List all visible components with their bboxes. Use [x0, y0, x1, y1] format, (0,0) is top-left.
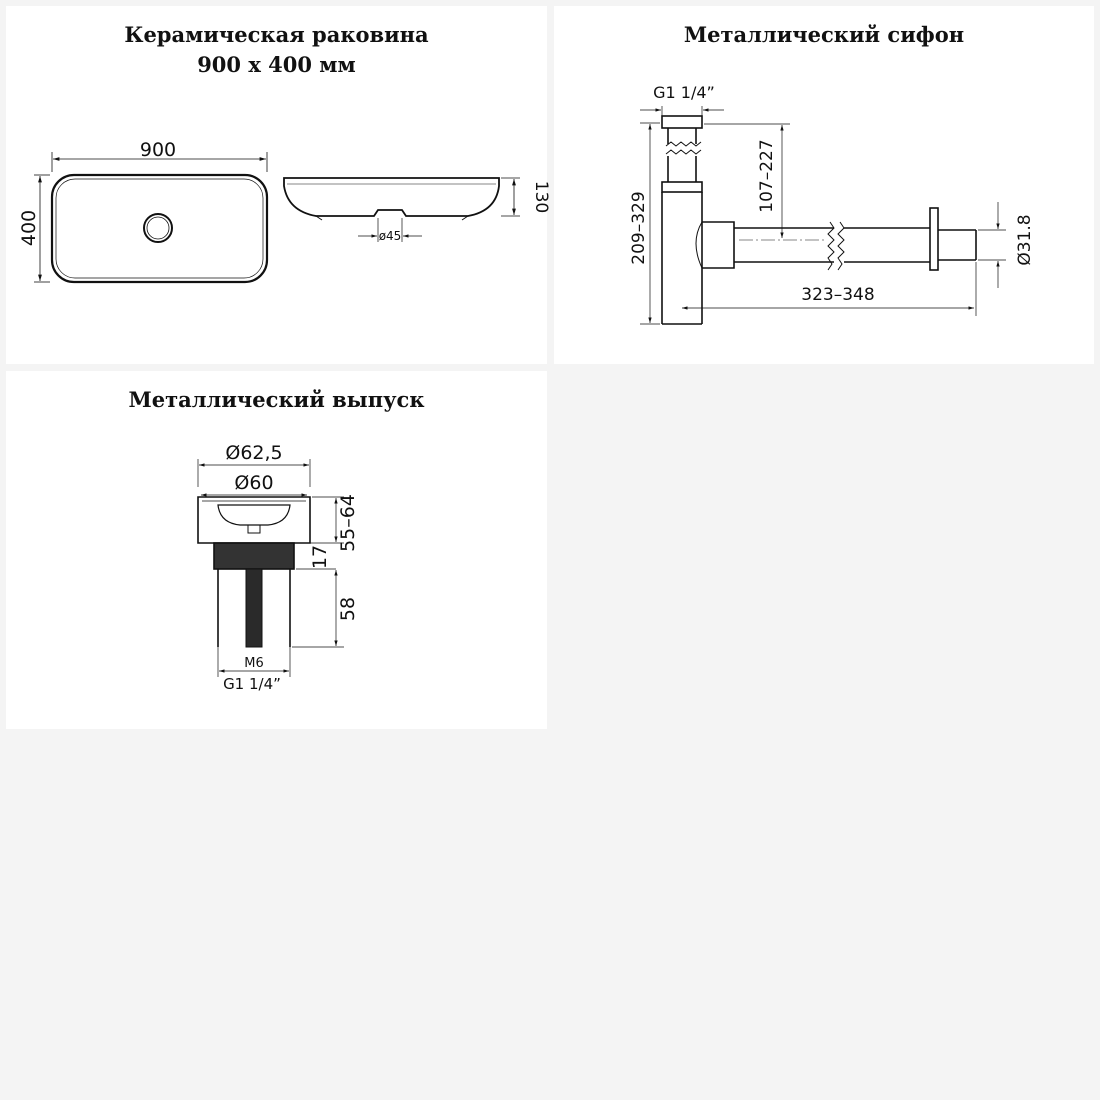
- siphon-drawing: [554, 6, 1094, 364]
- dim-length: 323–348: [801, 285, 875, 305]
- drain-drawing: [6, 371, 547, 729]
- drain-panel: [6, 371, 547, 729]
- drain-hole: [144, 214, 172, 242]
- dim-body-height: 58: [337, 596, 359, 622]
- drain-body: [198, 497, 310, 647]
- dim-thread: G1 1/4”: [653, 83, 715, 102]
- dim-width: 900: [139, 139, 177, 161]
- dim-drain: ø45: [378, 229, 402, 243]
- dim-outlet-height: 107–227: [757, 139, 777, 213]
- sink-top-view: [52, 175, 267, 282]
- dim-thread: G1 1/4”: [223, 675, 281, 693]
- siphon-title: Металлический сифон: [683, 22, 965, 47]
- sink-subtitle: 900 x 400 мм: [197, 52, 356, 77]
- dim-screw: M6: [244, 656, 264, 671]
- dim-depth: 400: [18, 209, 40, 247]
- siphon-panel: [554, 6, 1094, 364]
- sink-panel: [6, 6, 551, 364]
- dim-pipe-diameter: Ø31.8: [1015, 214, 1035, 266]
- dim-adjust-height: 55–64: [337, 494, 359, 552]
- dim-inner-diameter: Ø60: [234, 472, 274, 494]
- siphon-outlet-pipe: [734, 208, 976, 270]
- sink-drawing: [6, 6, 551, 364]
- sink-title: Керамическая раковина: [124, 22, 429, 47]
- dim-thread-height: 17: [309, 544, 331, 570]
- dim-total-height: 209–329: [629, 191, 649, 265]
- dim-height: 130: [531, 180, 551, 214]
- siphon-body: [662, 116, 734, 324]
- dim-outer-diameter: Ø62,5: [225, 442, 283, 464]
- drain-title: Металлический выпуск: [128, 387, 425, 412]
